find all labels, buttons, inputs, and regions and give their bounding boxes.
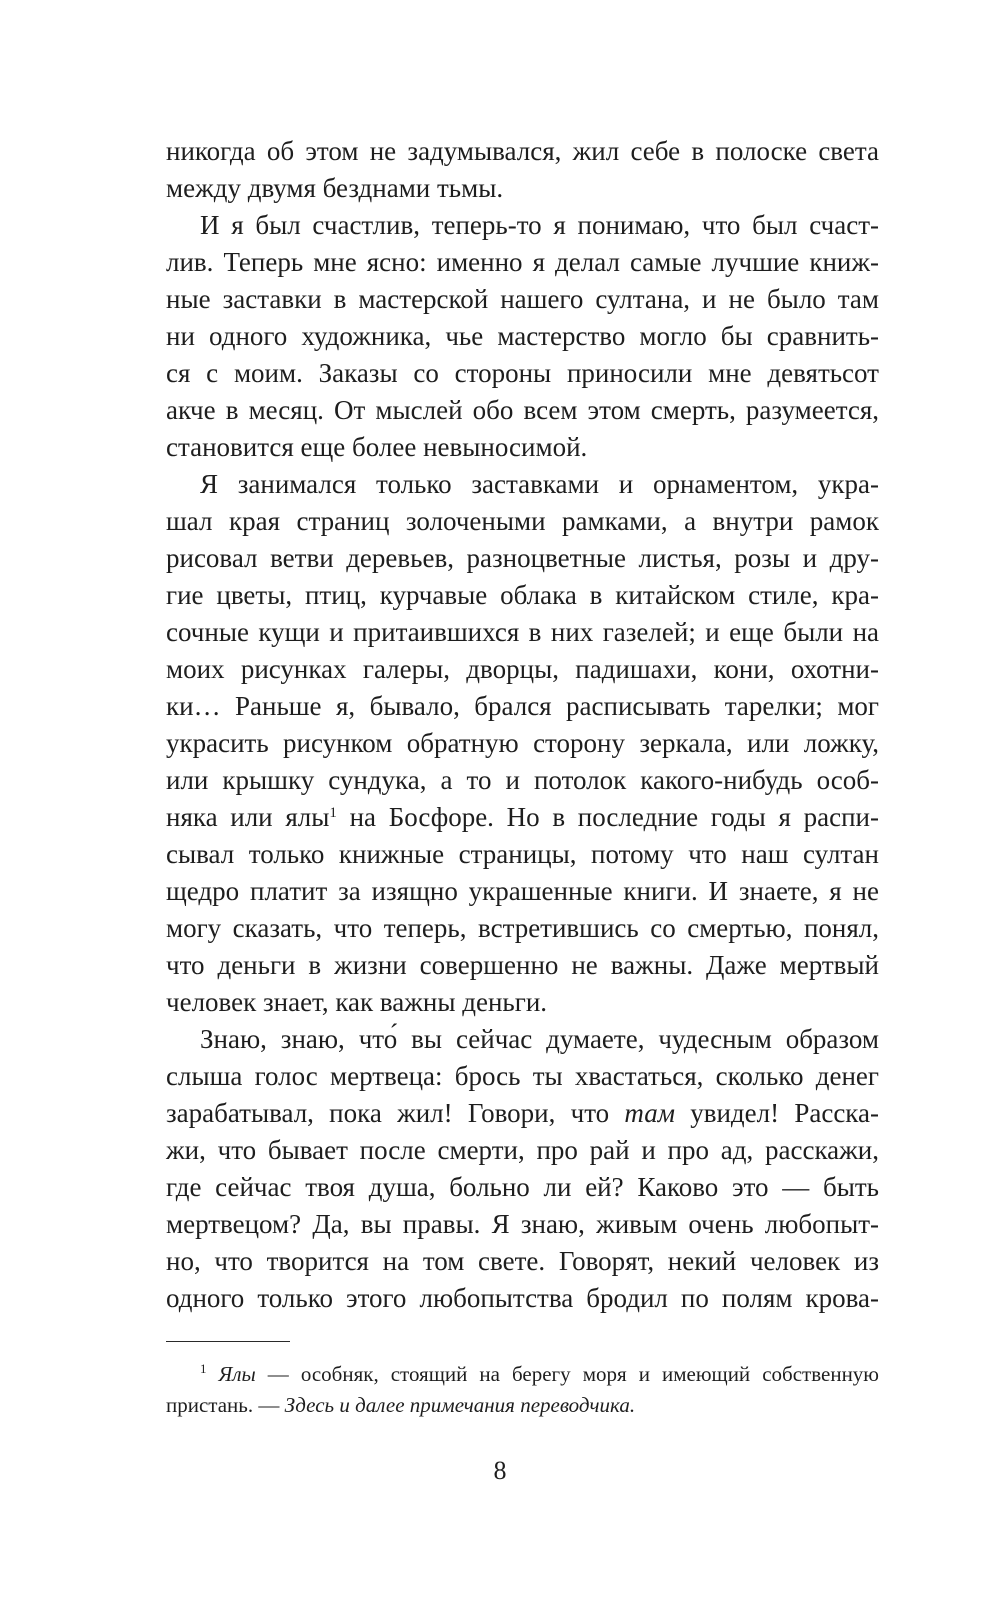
text-line: становится еще более невыносимой. bbox=[166, 432, 588, 462]
text-line: украсить рисунком обратную сторону зеркала, или ложку, bbox=[166, 728, 879, 758]
text-line: гие цветы, птиц, курчавые облака в китайском стиле, кра- bbox=[166, 580, 879, 610]
text-line: сывал только книжные страницы, потому что наш султан bbox=[166, 839, 879, 869]
text-line: рисовал ветви деревьев, разноцветные листья, розы и дру- bbox=[166, 543, 879, 573]
footnote-divider bbox=[166, 1341, 290, 1342]
text-line: Знаю, знаю, что́ вы сейчас думаете, чудесным образом bbox=[200, 1024, 879, 1054]
footnote-line bbox=[166, 1390, 879, 1421]
text-line: но, что творится на том свете. Говорят, некий человек из bbox=[166, 1246, 879, 1276]
text-line: ные заставки в мастерской нашего султана, и не было там bbox=[166, 284, 879, 314]
text-fragment: на Босфоре. Но в последние годы я распи- bbox=[336, 802, 879, 832]
footnote-reference[interactable]: 1 bbox=[329, 805, 337, 821]
body-text bbox=[166, 133, 879, 1317]
text-line: жи, что бывает после смерти, про рай и про ад, расскажи, bbox=[166, 1135, 879, 1165]
text-line: ся с моим. Заказы со стороны приносили мне девятьсот bbox=[166, 358, 879, 388]
text-line: ки… Раньше я, бывало, брался расписывать тарелки; мог bbox=[166, 691, 879, 721]
text-line: или крышку сундука, а то и потолок какого-нибудь особ- bbox=[166, 765, 879, 795]
text-line: сочные кущи и притаившихся в них газелей; и еще были на bbox=[166, 617, 879, 647]
text-line: мертвецом? Да, вы правы. Я знаю, живым очень любопыт- bbox=[166, 1209, 879, 1239]
text-line: человек знает, как важны деньги. bbox=[166, 987, 548, 1017]
text-line: И я был счастлив, теперь-то я понимаю, что был счаст- bbox=[200, 210, 879, 240]
text-line: одного только этого любопытства бродил по полям крова- bbox=[166, 1283, 879, 1313]
text-fragment: зарабатывал, пока жил! Говори, что bbox=[166, 1098, 625, 1128]
footnote-marker: 1 bbox=[200, 1361, 207, 1376]
footnote-text: пристань. — bbox=[166, 1393, 285, 1417]
text-fragment: увидел! Расска- bbox=[674, 1098, 879, 1128]
footnote-note: Здесь и далее примечания переводчика. bbox=[284, 1393, 636, 1417]
text-fragment: няка или ялы bbox=[166, 802, 330, 832]
text-line: моих рисунках галеры, дворцы, падишахи, кони, охотни- bbox=[166, 654, 879, 684]
text-line-with-emphasis bbox=[166, 1095, 879, 1132]
text-line-with-footnote-ref bbox=[166, 799, 879, 836]
footnote-term: Ялы bbox=[218, 1362, 256, 1386]
text-line: шал края страниц золочеными рамками, а внутри рамок bbox=[166, 506, 879, 536]
text-line: акче в месяц. От мыслей обо всем этом смерть, разумеется, bbox=[166, 395, 879, 425]
footnote bbox=[166, 1359, 879, 1421]
text-line: могу сказать, что теперь, встретившись со смертью, понял, bbox=[166, 913, 879, 943]
text-line: Я занимался только заставками и орнаментом, укра- bbox=[200, 469, 879, 499]
footnote-line bbox=[166, 1359, 879, 1390]
text-line: между двумя безднами тьмы. bbox=[166, 173, 504, 203]
text-line: где сейчас твоя душа, больно ли ей? Каково это — быть bbox=[166, 1172, 879, 1202]
page-number: 8 bbox=[493, 1456, 507, 1485]
text-line: что деньги в жизни совершенно не важны. Даже мертвый bbox=[166, 950, 879, 980]
text-line: слыша голос мертвеца: брось ты хвастаться, сколько денег bbox=[166, 1061, 879, 1091]
text-line: щедро платит за изящно украшенные книги. И знаете, я не bbox=[166, 876, 879, 906]
text-line: ни одного художника, чье мастерство могло бы сравнить- bbox=[166, 321, 879, 351]
text-line: лив. Теперь мне ясно: именно я делал самые лучшие книж- bbox=[166, 247, 879, 277]
footnote-text: — особняк, стоящий на берегу моря и имеющий собственную bbox=[255, 1362, 879, 1386]
text-line: никогда об этом не задумывался, жил себе в полоске света bbox=[166, 136, 879, 166]
emphasized-word: там bbox=[624, 1098, 675, 1128]
